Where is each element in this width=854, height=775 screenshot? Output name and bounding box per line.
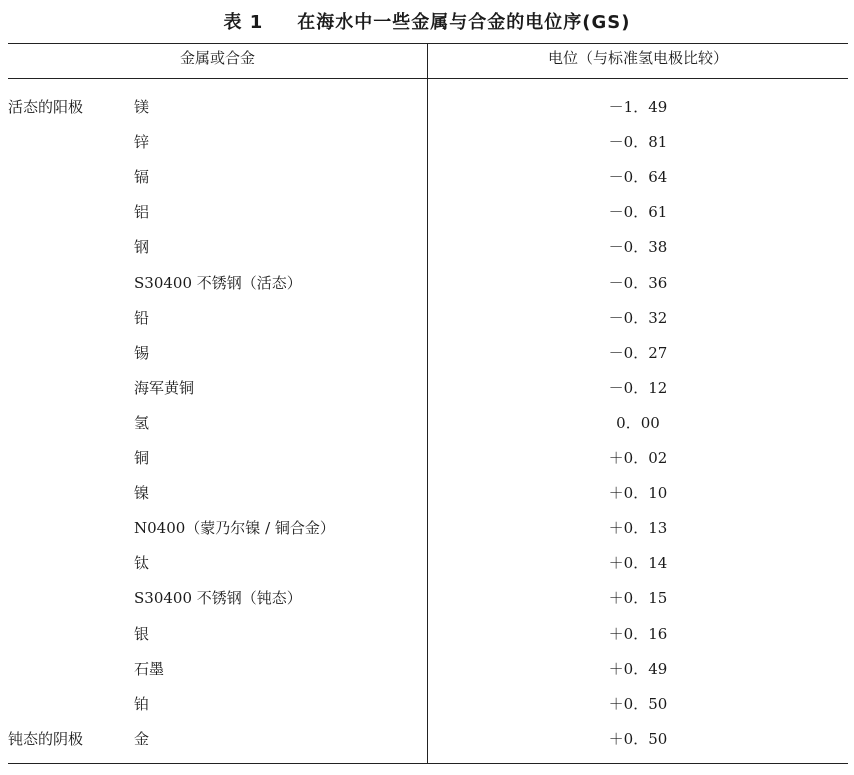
row-potential: －1．49 (608, 98, 668, 116)
row-potential: ＋0．02 (608, 449, 668, 467)
table-row (8, 650, 848, 685)
table-row (8, 439, 848, 474)
table-row (8, 579, 848, 614)
row-potential: －0．81 (608, 133, 668, 152)
row-potential: －0．38 (608, 238, 668, 257)
row-metal: 镁 (134, 98, 150, 116)
row-metal: 金 (134, 729, 150, 748)
table-row (8, 334, 848, 369)
row-group-label: 活态的阳极 (8, 98, 84, 116)
row-metal: S30400 不锈钢（钝态） (134, 589, 302, 608)
row-potential: ＋0．49 (608, 659, 668, 678)
row-potential: ＋0．50 (608, 694, 668, 713)
row-metal: 海军黄铜 (134, 378, 195, 397)
row-metal: 铝 (134, 203, 150, 222)
row-metal: 铂 (134, 694, 150, 713)
row-group-label: 钝态的阴极 (8, 729, 84, 748)
table-row (8, 88, 848, 123)
table-row (8, 720, 848, 755)
row-potential: －0．32 (608, 308, 668, 327)
table-row (8, 474, 848, 509)
table-row (8, 544, 848, 579)
table-row (8, 193, 848, 228)
row-potential: －0．61 (608, 203, 668, 222)
row-metal: 锌 (134, 133, 150, 152)
row-potential: －0．27 (608, 343, 668, 362)
row-metal: S30400 不锈钢（活态） (134, 273, 302, 292)
table-row (8, 228, 848, 263)
bottom-rule (8, 763, 848, 764)
row-metal: 铜 (134, 449, 150, 467)
row-potential: ＋0．10 (608, 484, 668, 503)
table-row (8, 615, 848, 650)
table-row (8, 685, 848, 720)
table-row (8, 299, 848, 334)
row-metal: 钢 (134, 238, 150, 257)
table-row (8, 509, 848, 544)
row-metal: 氢 (134, 413, 150, 432)
row-metal: 镉 (134, 168, 150, 187)
row-metal: 石墨 (134, 659, 165, 678)
row-metal: 银 (134, 624, 150, 643)
table-row (8, 404, 848, 439)
row-metal: 镍 (134, 484, 150, 503)
row-potential: －0．36 (608, 273, 668, 292)
row-potential: ＋0．15 (608, 589, 668, 608)
row-potential: ＋0．16 (608, 624, 668, 643)
row-potential: ＋0．50 (608, 729, 668, 748)
top-rule (8, 43, 848, 44)
table-row (8, 123, 848, 158)
column-header-metal: 金属或合金 (179, 49, 255, 67)
row-metal: N0400（蒙乃尔镍 / 铜合金） (134, 519, 335, 538)
row-potential: ＋0．13 (608, 519, 668, 538)
table-row (8, 264, 848, 299)
table-title (0, 8, 854, 34)
row-metal: 钛 (134, 554, 150, 573)
row-potential: 0．00 (616, 413, 660, 432)
row-potential: －0．64 (608, 168, 668, 187)
column-header-potential: 电位（与标准氢电极比较） (547, 49, 728, 67)
table-title-text: 在海水中一些金属与合金的电位序(GS) (297, 12, 631, 33)
header-rule (8, 78, 848, 79)
table-row (8, 369, 848, 404)
row-potential: ＋0．14 (608, 554, 668, 573)
row-potential: －0．12 (608, 378, 668, 397)
table-row (8, 158, 848, 193)
table-label: 表 1 (223, 12, 264, 33)
row-metal: 锡 (134, 343, 150, 362)
row-metal: 铅 (134, 308, 150, 327)
